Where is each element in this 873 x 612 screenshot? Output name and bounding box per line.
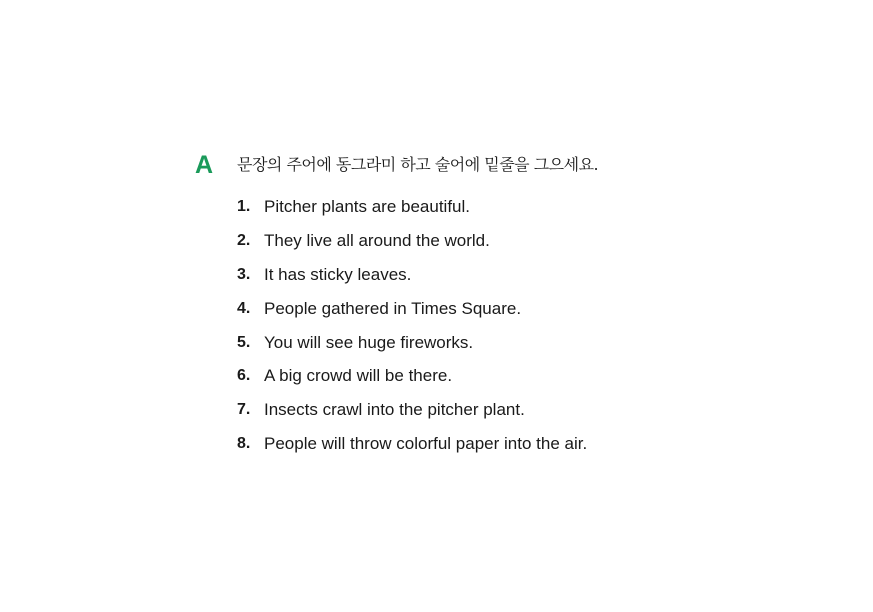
list-item: [237, 427, 755, 461]
list-item: [237, 393, 755, 427]
item-number: 1.: [237, 197, 251, 215]
item-sentence: You will see huge fireworks.: [264, 332, 474, 352]
item-number: 3.: [237, 265, 251, 283]
item-sentence: Pitcher plants are beautiful.: [264, 196, 471, 216]
item-sentence: It has sticky leaves.: [264, 264, 412, 284]
item-number: 7.: [237, 401, 251, 419]
exercise-header: [195, 150, 755, 180]
item-number: 4.: [237, 299, 251, 317]
item-number: 8.: [237, 435, 251, 453]
item-sentence: People gathered in Times Square.: [264, 298, 522, 318]
item-sentence: A big crowd will be there.: [264, 366, 453, 386]
exercise-section: [195, 150, 755, 461]
item-sentence: People will throw colorful paper into the air.: [264, 434, 588, 454]
instruction-text: 문장의 주어에 동그라미 하고 술어에 밑줄을 그으세요.: [237, 155, 599, 174]
item-sentence: They live all around the world.: [264, 230, 490, 250]
list-item: [237, 190, 755, 224]
sentence-list: [237, 190, 755, 461]
list-item: [237, 292, 755, 326]
list-item: [237, 326, 755, 360]
item-number: 6.: [237, 367, 251, 385]
item-number: 5.: [237, 333, 251, 351]
list-item: [237, 359, 755, 393]
section-letter: A: [195, 151, 214, 179]
item-sentence: Insects crawl into the pitcher plant.: [264, 400, 525, 420]
list-item: [237, 258, 755, 292]
item-number: 2.: [237, 231, 251, 249]
list-item: [237, 224, 755, 258]
